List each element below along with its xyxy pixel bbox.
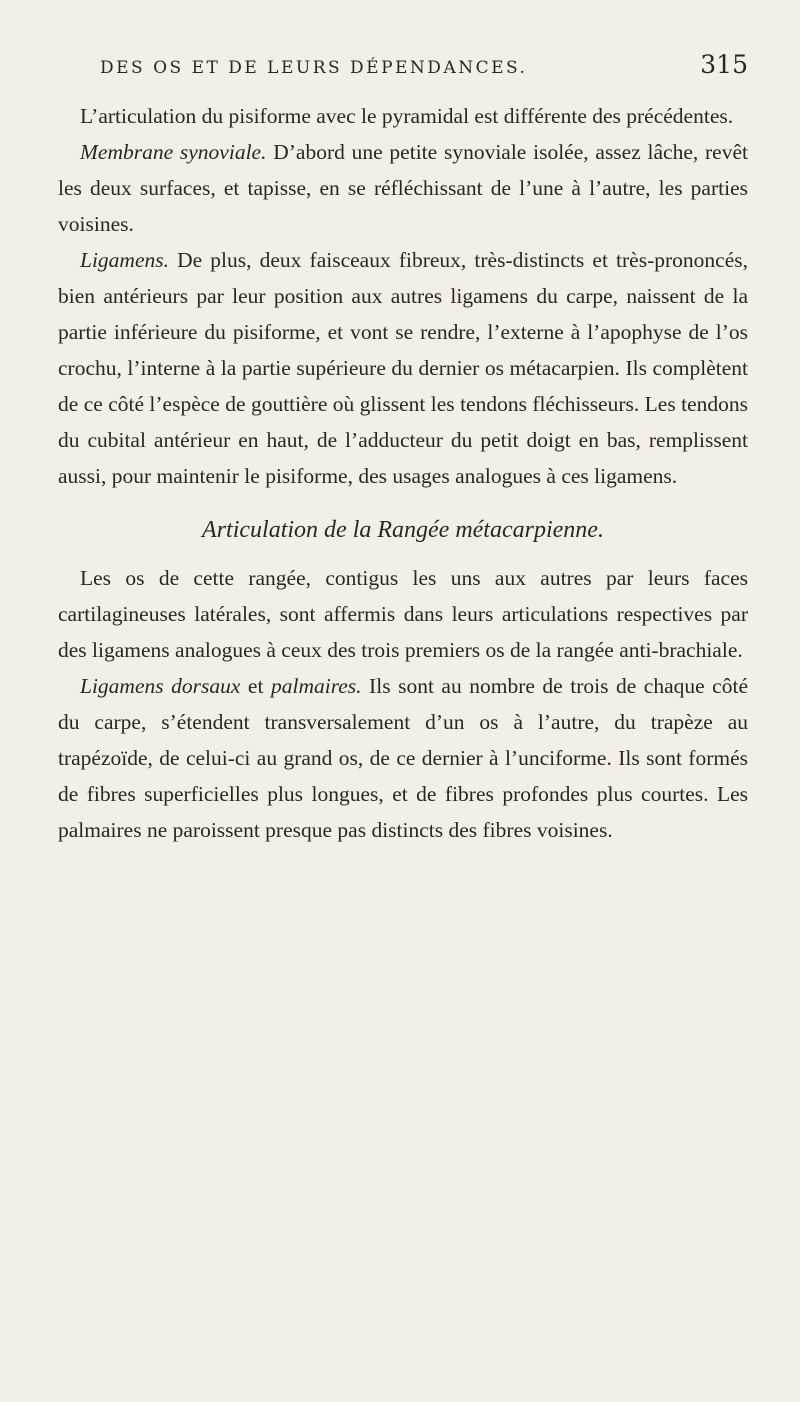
page-body [58,98,748,848]
paragraph-text: L’articulation du pisiforme avec le pyramidal est différente des précédentes. [80,104,734,128]
paragraph-text: Ils sont au nombre de trois de chaque côté du carpe, s’étendent transversalement d’un os à l’autre, du trapèze au trapézoïde, de celui-ci au grand os, de ce dernier à l’unciforme. Ils sont formés de fibres superficielles plus longues, et de fibres profondes plus courtes. Les palmaires ne paroissent presque pas distincts des fibres voisines. [58,674,748,842]
paragraph-dorsal-palmar-ligaments [58,668,748,848]
paragraph-heading: Ligamens. [80,248,169,272]
paragraph-connector: et [240,674,271,698]
paragraph-intro [58,98,748,134]
paragraph-ligaments [58,242,748,494]
paragraph-text: D’abord une petite synoviale isolée, assez lâche, revêt les deux surfaces, et tapisse, en se réfléchissant de l’une à l’autre, les parties voisines. [58,140,748,236]
paragraph-text: De plus, deux faisceaux fibreux, très-distincts et très-prononcés, bien antérieurs par leur position aux autres ligamens du carpe, naissent de la partie inférieure du pisiforme, et vont se rendre, l’externe à l’apophyse de l’os crochu, l’interne à la partie supérieure du dernier os métacarpien. Ils complètent de ce côté l’espèce de gouttière où glissent les tendons fléchisseurs. Les tendons du cubital antérieur en haut, de l’adducteur du petit doigt en bas, remplissent aussi, pour maintenir le pisiforme, des usages analogues à ces ligamens. [58,248,748,488]
page-header [58,48,748,88]
paragraph-heading-2: palmaires. [270,674,362,698]
paragraph-text: Les os de cette rangée, contigus les uns aux autres par leurs faces cartilagineuses latérales, sont affermis dans leurs articulations respectives par des ligamens analogues à ceux des trois premiers os de la rangée anti-brachiale. [58,566,748,662]
paragraph-heading: Membrane synoviale. [80,140,267,164]
paragraph-metacarpal-row [58,560,748,668]
book-page [58,48,748,848]
page-number: 315 [700,50,748,79]
section-title: Articulation de la Rangée métacarpienne. [202,517,604,543]
paragraph-synovial-membrane [58,134,748,242]
paragraph-heading: Ligamens dorsaux [80,674,241,698]
running-head: DES OS ET DE LEURS DÉPENDANCES. [100,58,528,78]
